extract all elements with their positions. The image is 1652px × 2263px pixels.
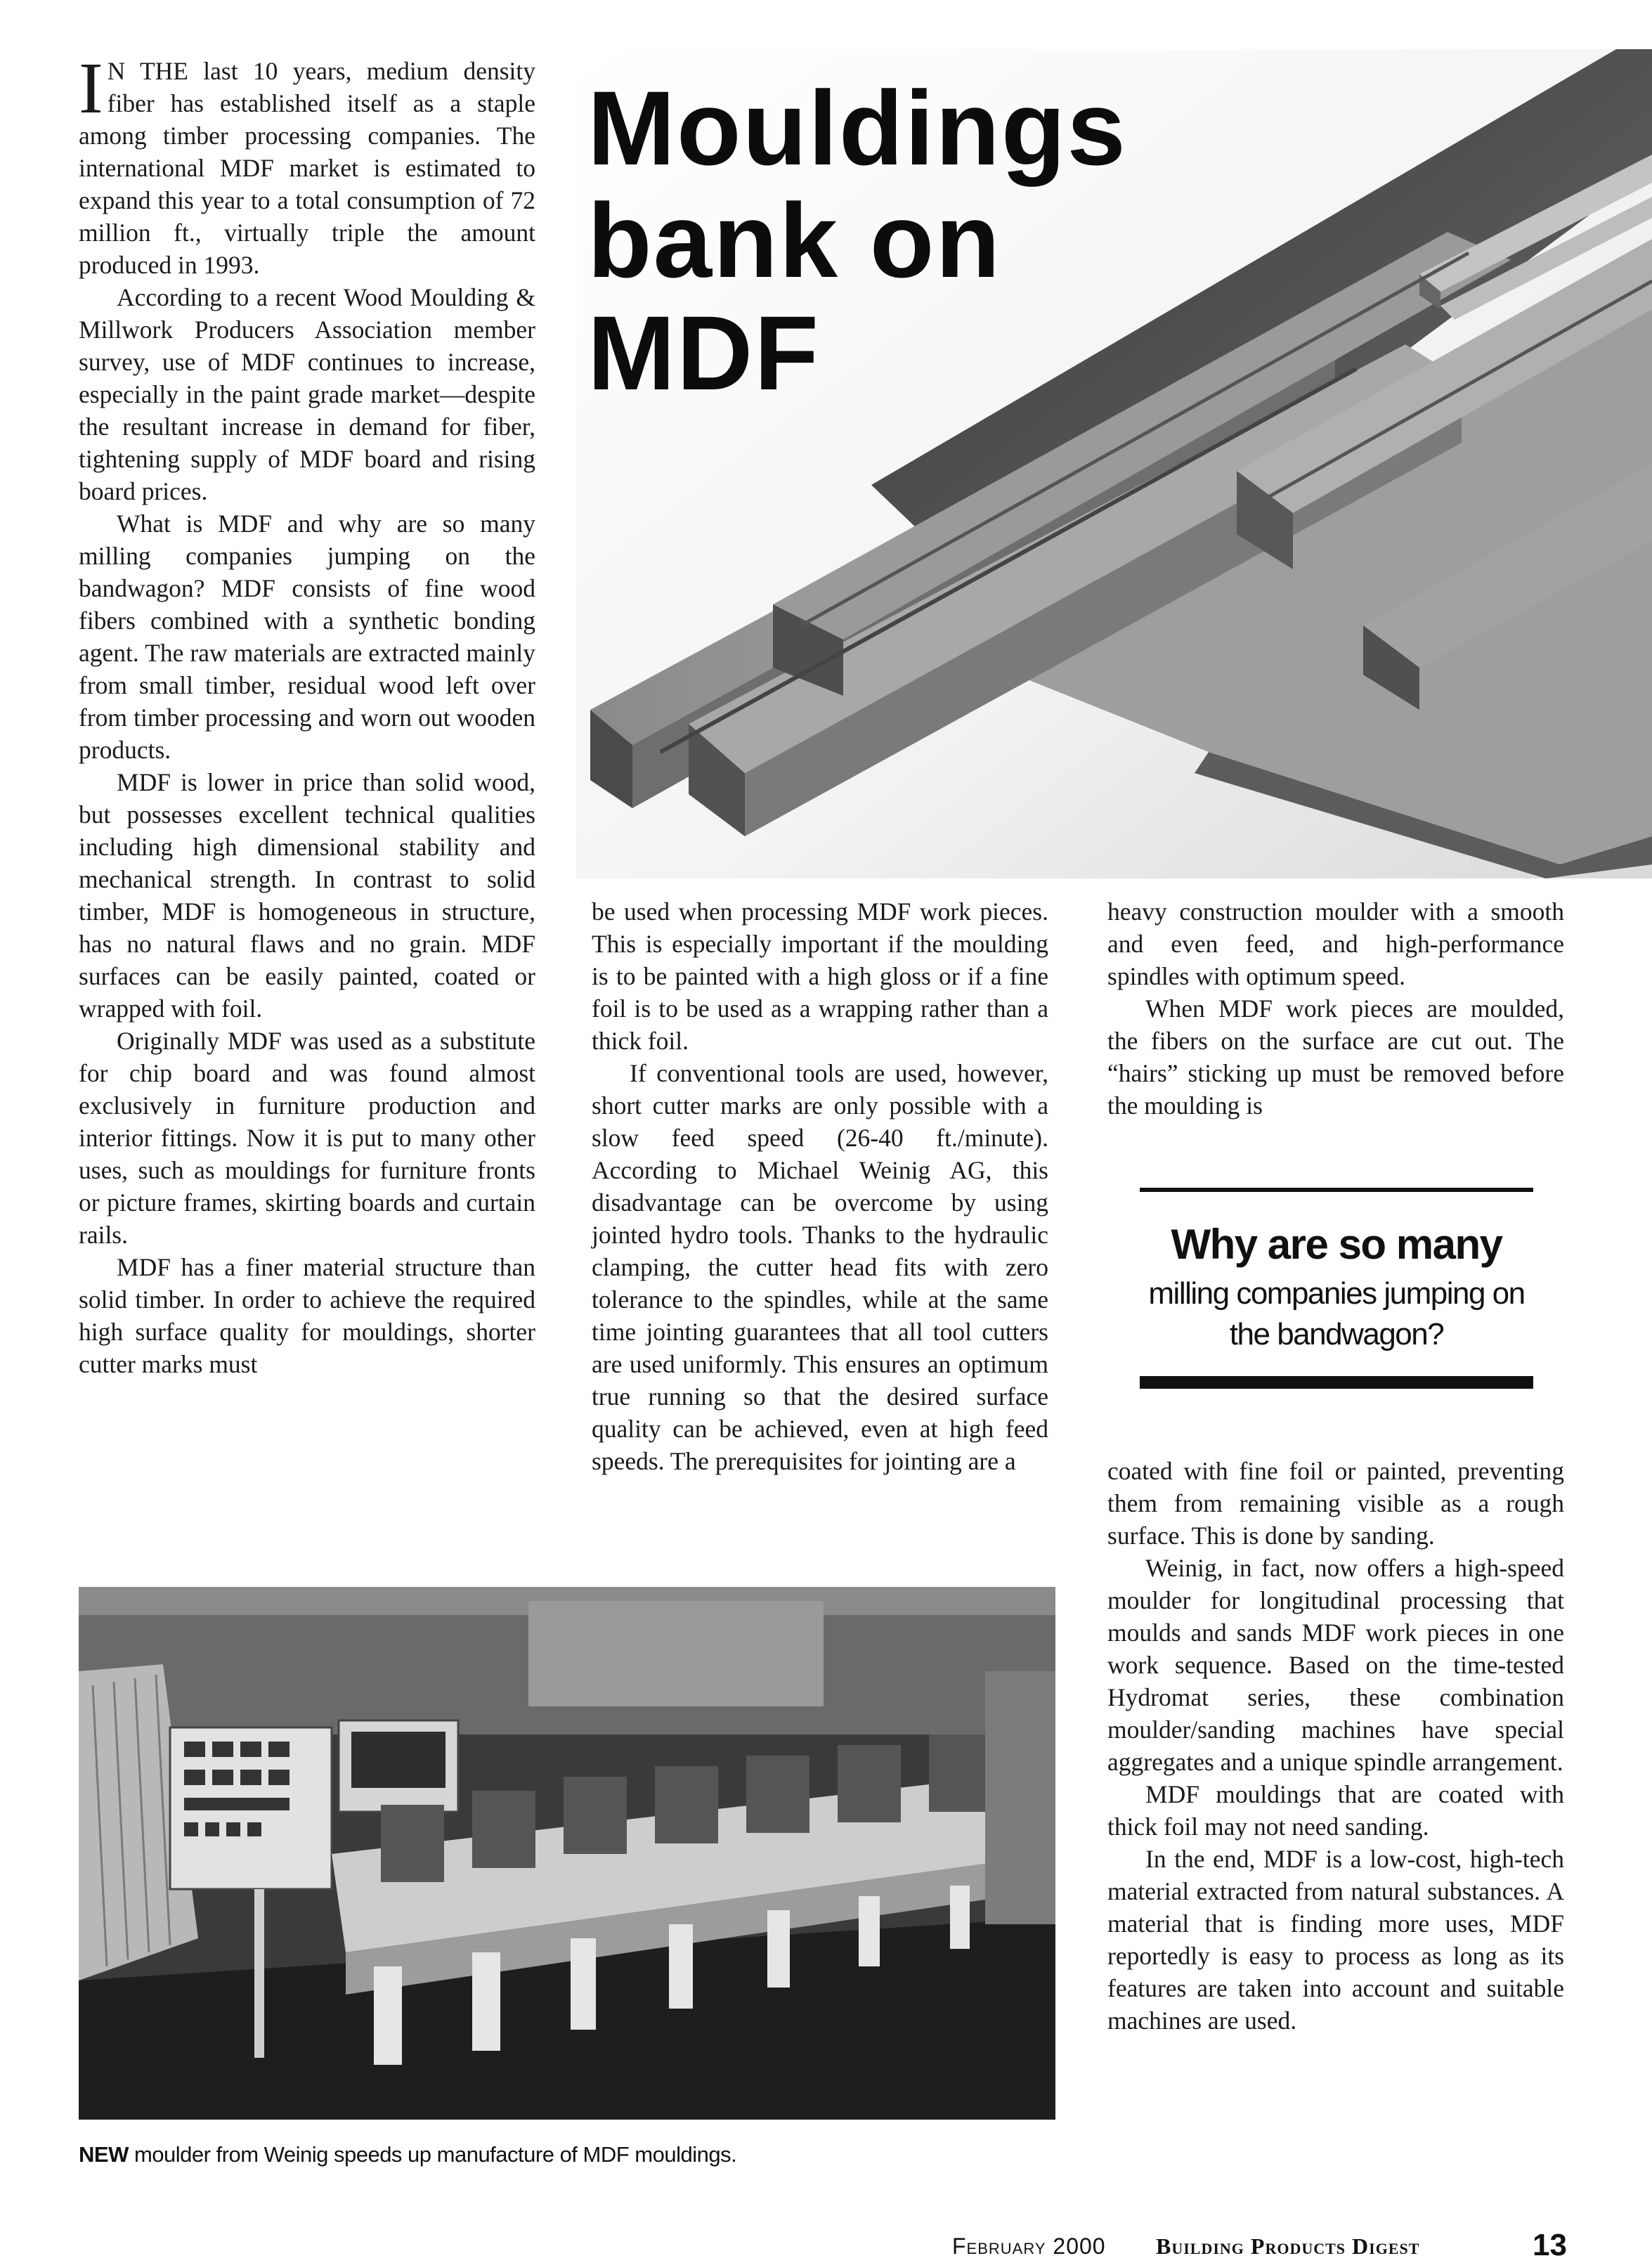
article-paragraph: heavy construction moulder with a smooth and even feed, and high-performance spindles with optimum speed. — [1107, 897, 1564, 990]
article-paragraph: coated with fine foil or painted, preventing them from remaining visible as a rough surface. This is done by sanding. — [1107, 1457, 1564, 1550]
article-paragraph: MDF is lower in price than solid wood, but possesses excellent technical qualities including high dimensional stability and mechanical strength. In contrast to solid timber, MDF is homogeneous in structure, has no natural flaws and no grain. MDF surfaces can be easily painted, coated or wrapped with foil. — [79, 768, 535, 1023]
page-number: 13 — [1533, 2228, 1567, 2262]
article-paragraph: What is MDF and why are so many milling companies jumping on the bandwagon? MDF consists of fine wood fibers combined with a synthetic bonding agent. The raw materials are extracted mainly from small timber, residual wood left over from timber processing and worn out wooden products. — [79, 510, 535, 764]
article-paragraph: If conventional tools are used, however, short cutter marks are only possible with a slow feed speed (26-40 ft./minute). According to Michael Weinig AG, this disadvantage can be overcome by using jointed hydro tools. Thanks to the hydraulic clamping, the cutter head fits with zero tolerance to the spindles, while at the same time jointing guarantees that all tool cutters are used uniformly. This ensures an optimum true running so that the desired surface quality can be achieved, even at high feed speeds. The prerequisites for jointing are a — [592, 1059, 1048, 1475]
article-column-3-bottom — [1107, 1455, 1564, 2037]
article-headline — [587, 69, 1127, 412]
photo-caption — [79, 2141, 1062, 2169]
pull-quote-subtitle: milling companies jumping on the bandwagon? — [1148, 1276, 1525, 1351]
publication-name: Building Products Digest — [1156, 2233, 1420, 2259]
article-paragraph: Weinig, in fact, now offers a high-speed moulder for longitudinal processing that moulds and sands MDF work pieces in one work sequence. Based on the time-tested Hydromat series, these combination moulder/sanding machines have special aggregates and a unique spindle arrangement. — [1107, 1554, 1564, 1776]
pull-quote-rule-top — [1140, 1188, 1533, 1192]
article-column-1 — [79, 48, 535, 1380]
moulder-machine-photo — [79, 1587, 1055, 2120]
article-paragraph: MDF has a finer material structure than solid timber. In order to achieve the required high surface quality for mouldings, shorter cutter marks must — [79, 1253, 535, 1378]
pull-quote — [1140, 1188, 1533, 1399]
moulder-machine-illustration — [79, 1587, 1055, 2120]
pull-quote-title: Why are so many — [1171, 1221, 1502, 1268]
headline-line-3: MDF — [587, 294, 820, 412]
article-paragraph: Originally MDF was used as a substitute for chip board and was found almost exclusively in furniture production and interior fittings. Now it is put to many other uses, such as mouldings for furniture fronts or picture frames, skirting boards and curtain rails. — [79, 1027, 535, 1249]
article-paragraph: be used when processing MDF work pieces. This is especially important if the moulding is to be painted with a high gloss or if a fine foil is to be used as a wrapping rather than a thick foil. — [592, 897, 1048, 1055]
article-column-2 — [592, 895, 1048, 1477]
pull-quote-rule-bottom — [1140, 1376, 1533, 1389]
article-paragraph: In the end, MDF is a low-cost, high-tech material extracted from natural substances. A material that is finding more uses, MDF reportedly is easy to process as long as its features are taken into account and suitable machines are used. — [1107, 1845, 1564, 2035]
issue-date: February 2000 — [952, 2233, 1106, 2259]
caption-text: moulder from Weinig speeds up manufacture of MDF mouldings. — [128, 2142, 737, 2167]
article-paragraph: MDF mouldings that are coated with thick foil may not need sanding. — [1107, 1780, 1564, 1841]
caption-lead: NEW — [79, 2142, 129, 2167]
article-paragraph: According to a recent Wood Moulding & Millwork Producers Association member survey, use of MDF continues to increase, especially in the paint grade market—despite the resultant increase in demand for fiber, tightening supply of MDF board and rising board prices. — [79, 283, 535, 505]
headline-line-1: Mouldings — [587, 69, 1127, 187]
drop-cap: I — [79, 48, 103, 129]
article-column-3-top — [1107, 895, 1564, 1122]
article-paragraph: When MDF work pieces are moulded, the fibers on the surface are cut out. The “hairs” sticking up must be removed before the moulding is — [1107, 994, 1564, 1120]
page-footer — [952, 2228, 1570, 2263]
article-paragraph: I N THE last 10 years, medium density fiber has established itself as a staple among timber processing companies. The international MDF market is estimated to expand this year to a total consumption of 72 million ft., virtually triple the amount produced in 1993. — [79, 48, 535, 279]
headline-line-2: bank on — [587, 181, 1002, 299]
